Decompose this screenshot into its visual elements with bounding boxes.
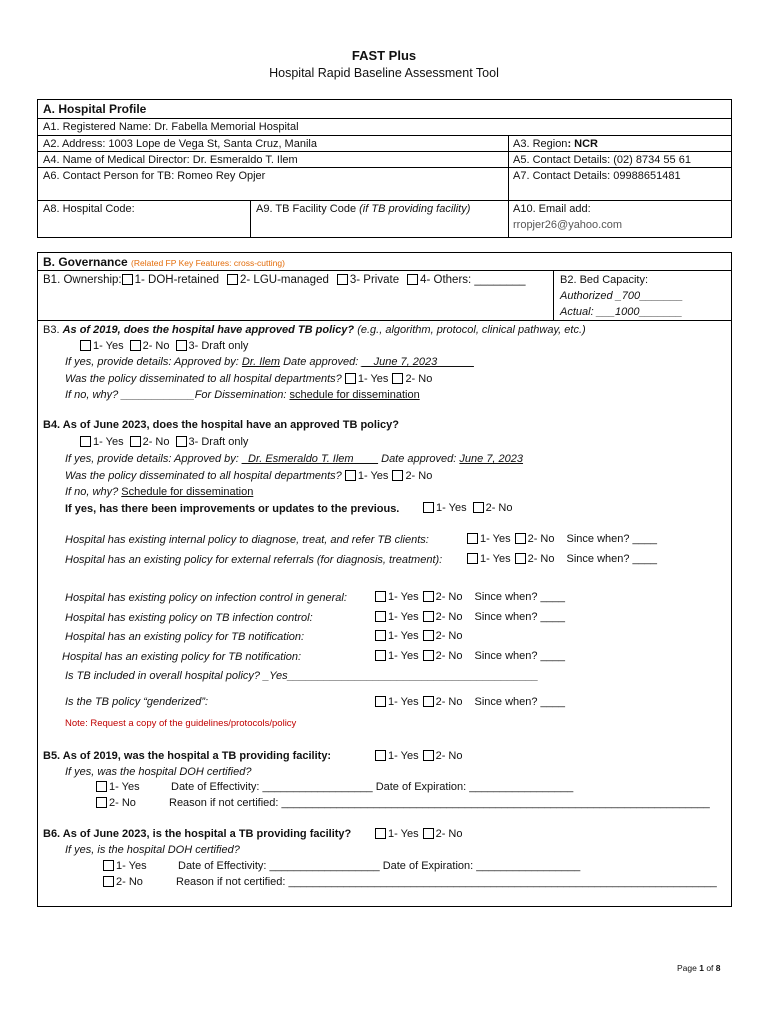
note-copy: Note: Request a copy of the guidelines/protocols/policy (65, 718, 297, 729)
checkbox[interactable] (423, 591, 434, 602)
b4-improvements-options: 1- Yes 2- No (423, 502, 513, 514)
checkbox[interactable] (345, 470, 356, 481)
checkbox[interactable] (515, 533, 526, 544)
checkbox[interactable] (96, 797, 107, 808)
checkbox[interactable] (515, 553, 526, 564)
b3-question: B3. As of 2019, does the hospital have approved TB policy? (e.g., algorithm, protocol, clinical pathway, etc.) (43, 324, 586, 336)
section-b-heading: B. Governance (Related FP Key Features: cross-cutting) (43, 255, 285, 269)
b6-options: 1- Yes 2- No (375, 828, 463, 840)
b4-question: B4. As of June 2023, does the hospital have an approved TB policy? (43, 419, 399, 431)
b3-options: 1- Yes 2- No 3- Draft only (80, 340, 248, 352)
checkbox[interactable] (375, 828, 386, 839)
checkbox[interactable] (423, 630, 434, 641)
infection-tb: Hospital has existing policy on TB infection control: (65, 612, 313, 624)
checkbox[interactable] (407, 274, 418, 285)
notification-1: Hospital has an existing policy for TB notification: (65, 631, 305, 643)
checkbox[interactable] (122, 274, 133, 285)
tb-included: Is TB included in overall hospital policy? _Yes_________________________________________ (65, 670, 539, 682)
a9-tb-facility-code: A9. TB Facility Code (if TB providing facility) (256, 203, 471, 215)
b5-no-row: 2- No Reason if not certified: ______________________________________________________________________ (96, 797, 710, 809)
b6-doh-certified: If yes, is the hospital DOH certified? (65, 844, 240, 856)
b6-question: B6. As of June 2023, is the hospital a TB providing facility? (43, 828, 352, 840)
a10-email-value: rropjer26@yahoo.com (513, 219, 622, 231)
checkbox[interactable] (130, 340, 141, 351)
genderized: Is the TB policy “genderized”: (65, 696, 209, 708)
checkbox[interactable] (392, 470, 403, 481)
b2-authorized: Authorized _700_______ (560, 290, 683, 302)
checkbox[interactable] (96, 781, 107, 792)
b2-bed-capacity: B2. Bed Capacity: (560, 274, 649, 286)
a6-contact-person: A6. Contact Person for TB: Romeo Rey Opjer (43, 170, 266, 182)
a2-address: A2. Address: 1003 Lope de Vega St, Santa Cruz, Manila (43, 138, 317, 150)
checkbox[interactable] (375, 650, 386, 661)
checkbox[interactable] (423, 750, 434, 761)
checkbox[interactable] (467, 553, 478, 564)
checkbox[interactable] (80, 436, 91, 447)
b3-if-no: If no, why? ____________For Dissemination: schedule for dissemination (65, 389, 420, 401)
checkbox[interactable] (176, 436, 187, 447)
checkbox[interactable] (176, 340, 187, 351)
checkbox[interactable] (423, 650, 434, 661)
b4-details: If yes, provide details: Approved by: _Dr. Esmeraldo T. Ilem____ Date approved: June 7, 2023 (65, 453, 524, 465)
b6-no-row: 2- No Reason if not certified: ______________________________________________________________________ (103, 876, 717, 888)
a5-contact-details: A5. Contact Details: (02) 8734 55 61 (513, 154, 691, 166)
notification-2: Hospital has an existing policy for TB notification: (62, 651, 302, 663)
a10-email-label: A10. Email add: (513, 203, 591, 215)
b1-ownership: B1. Ownership: 1- DOH-retained 2- LGU-managed 3- Private 4- Others: ________ (43, 274, 526, 286)
checkbox[interactable] (375, 630, 386, 641)
a3-region: A3. Region: NCR (513, 138, 598, 150)
external-policy: Hospital has an existing policy for external referrals (for diagnosis, treatment): (65, 554, 443, 566)
b4-options: 1- Yes 2- No 3- Draft only (80, 436, 248, 448)
checkbox[interactable] (423, 611, 434, 622)
notification-2-options: 1- Yes 2- No Since when? ____ (375, 650, 565, 662)
checkbox[interactable] (130, 436, 141, 447)
internal-policy-options: 1- Yes 2- No Since when? ____ (467, 533, 657, 545)
doc-title: FAST Plus (351, 48, 417, 63)
checkbox[interactable] (423, 828, 434, 839)
checkbox[interactable] (375, 611, 386, 622)
notification-1-options: 1- Yes 2- No (375, 630, 463, 642)
checkbox[interactable] (227, 274, 238, 285)
a1-registered-name: A1. Registered Name: Dr. Fabella Memorial Hospital (43, 121, 299, 133)
b4-if-no: If no, why? Schedule for dissemination (65, 486, 254, 498)
checkbox[interactable] (80, 340, 91, 351)
checkbox[interactable] (423, 696, 434, 707)
checkbox[interactable] (337, 274, 348, 285)
a8-hospital-code: A8. Hospital Code: (43, 203, 135, 215)
section-a-box (37, 99, 732, 238)
external-policy-options: 1- Yes 2- No Since when? ____ (467, 553, 657, 565)
b6-yes-row: 1- Yes Date of Effectivity: __________________ Date of Expiration: _________________ (103, 860, 580, 872)
b3-disseminated: Was the policy disseminated to all hospital departments? 1- Yes 2- No (65, 373, 433, 385)
b5-options: 1- Yes 2- No (375, 750, 463, 762)
checkbox[interactable] (375, 696, 386, 707)
checkbox[interactable] (103, 860, 114, 871)
a7-contact-details: A7. Contact Details: 09988651481 (513, 170, 681, 182)
b5-question: B5. As of 2019, was the hospital a TB providing facility: (43, 750, 332, 762)
page-number: Page 1 of 8 (677, 963, 721, 973)
checkbox[interactable] (392, 373, 403, 384)
internal-policy: Hospital has existing internal policy to diagnose, treat, and refer TB clients: (65, 534, 429, 546)
b4-disseminated: Was the policy disseminated to all hospital departments? 1- Yes 2- No (65, 470, 433, 482)
section-a-heading: A. Hospital Profile (43, 102, 147, 116)
genderized-options: 1- Yes 2- No Since when? ____ (375, 696, 565, 708)
doc-subtitle: Hospital Rapid Baseline Assessment Tool (269, 66, 499, 80)
b5-doh-certified: If yes, was the hospital DOH certified? (65, 766, 252, 778)
infection-general: Hospital has existing policy on infection control in general: (65, 592, 347, 604)
checkbox[interactable] (375, 591, 386, 602)
checkbox[interactable] (467, 533, 478, 544)
infection-general-options: 1- Yes 2- No Since when? ____ (375, 591, 565, 603)
checkbox[interactable] (103, 876, 114, 887)
b3-details: If yes, provide details: Approved by: Dr. Ilem Date approved: __June 7, 2023______ (65, 356, 474, 368)
b4-improvements: If yes, has there been improvements or updates to the previous. (65, 503, 400, 515)
checkbox[interactable] (473, 502, 484, 513)
checkbox[interactable] (375, 750, 386, 761)
b5-yes-row: 1- Yes Date of Effectivity: __________________ Date of Expiration: _________________ (96, 781, 573, 793)
checkbox[interactable] (345, 373, 356, 384)
checkbox[interactable] (423, 502, 434, 513)
b2-actual: Actual: ___1000_______ (560, 306, 683, 318)
infection-tb-options: 1- Yes 2- No Since when? ____ (375, 611, 565, 623)
a4-medical-director: A4. Name of Medical Director: Dr. Esmeraldo T. Ilem (43, 154, 298, 166)
